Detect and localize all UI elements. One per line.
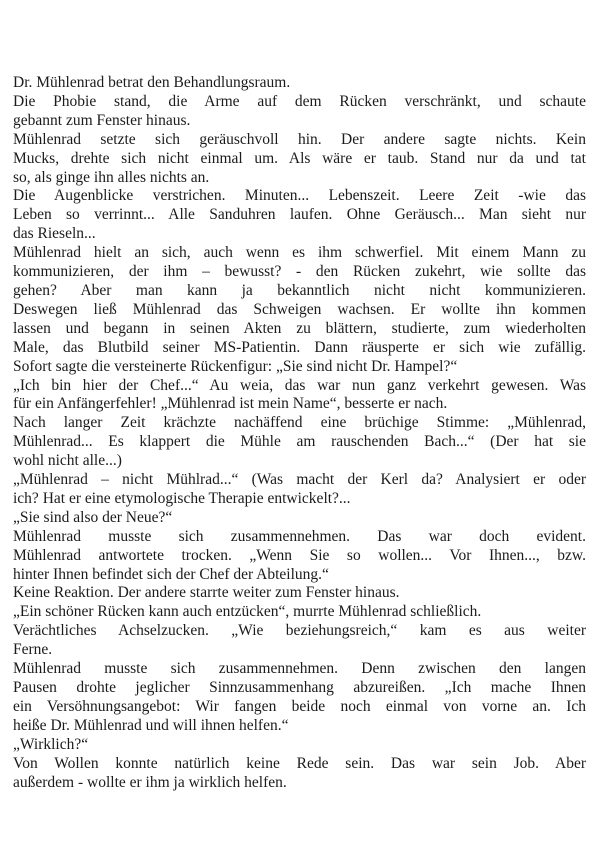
paragraph	[13, 244, 586, 376]
text-line: ein Versöhnungsangebot: Wir fangen beide noch einmal von vorne an. Ich	[13, 697, 586, 715]
text-line: Mucks, drehte sich nicht einmal um. Als wäre er taub. Stand nur da und tat	[13, 149, 586, 167]
text-line: Mühlenrad setzte sich geräuschvoll hin. Der andere sagte nichts. Kein	[13, 130, 586, 148]
text-line: das Rieseln...	[13, 225, 96, 243]
text-line: Male, das Blutbild seiner MS-Patientin. Dann räusperte er sich wie zufällig.	[13, 338, 586, 356]
paragraph	[13, 736, 586, 755]
text-line: Die Augenblicke verstrichen. Minuten... Lebenszeit. Leere Zeit -wie das	[13, 187, 586, 205]
text-line: „Ein schöner Rücken kann auch entzücken“, murrte Mühlenrad schließlich.	[13, 603, 482, 621]
text-line: für ein Anfängerfehler! „Mühlenrad ist mein Name“, besserte er nach.	[13, 395, 448, 413]
text-line: ich? Hat er eine etymologische Therapie entwickelt?...	[13, 489, 351, 507]
text-line: Von Wollen konnte natürlich keine Rede sein. Das war sein Job. Aber	[13, 754, 586, 772]
text-line: wohl nicht alle...)	[13, 452, 122, 470]
paragraph	[13, 74, 586, 93]
text-line: kommunizieren, der ihm – bewusst? - den Rücken zukehrt, wie sollte das	[13, 263, 586, 281]
text-line: Sofort sagte die versteinerte Rückenfigur: „Sie sind nicht Dr. Hampel?“	[13, 357, 458, 375]
text-line: Die Phobie stand, die Arme auf dem Rücken verschränkt, und schaute	[13, 92, 586, 110]
paragraph	[13, 622, 586, 660]
text-line: gehen? Aber man kann ja bekanntlich nicht nicht kommunizieren.	[13, 281, 586, 299]
paragraph	[13, 660, 586, 736]
paragraph	[13, 584, 586, 603]
text-line: Leben so verrinnt... Alle Sanduhren laufen. Ohne Geräusch... Man sieht nur	[13, 206, 586, 224]
story-text-block	[13, 74, 586, 792]
paragraph	[13, 414, 586, 471]
paragraph	[13, 509, 586, 528]
text-line: Deswegen ließ Mühlenrad das Schweigen wachsen. Er wollte ihn kommen	[13, 300, 586, 318]
text-line: Verächtliches Achselzucken. „Wie beziehungsreich,“ kam es aus weiter	[13, 622, 586, 640]
paragraph	[13, 528, 586, 585]
paragraph	[13, 187, 586, 244]
text-line: hinter Ihnen befindet sich der Chef der Abteilung.“	[13, 565, 329, 583]
text-line: Dr. Mühlenrad betrat den Behandlungsraum.	[13, 74, 291, 91]
paragraph	[13, 377, 586, 415]
text-line: lassen und begann in seinen Akten zu blättern, studierte, zum wiederholten	[13, 319, 586, 337]
text-line: außerdem - wollte er ihm ja wirklich helfen.	[13, 773, 287, 791]
paragraph	[13, 603, 586, 622]
text-line: „Mühlenrad – nicht Mühlrad...“ (Was macht der Kerl da? Analysiert er oder	[13, 471, 586, 489]
text-line: gebannt zum Fenster hinaus.	[13, 111, 191, 129]
text-line: Pausen drohte jeglicher Sinnzusammenhang abzureißen. „Ich mache Ihnen	[13, 679, 586, 696]
text-line: „Wirklich?“	[13, 735, 89, 753]
text-line: Mühlenrad antwortete trocken. „Wenn Sie so wollen... Vor Ihnen..., bzw.	[13, 546, 586, 564]
paragraph	[13, 93, 586, 131]
text-line: so, als ginge ihn alles nichts an.	[13, 168, 210, 186]
text-line: Mühlenrad hielt an sich, auch wenn es ihm schwerfiel. Mit einem Mann zu	[13, 244, 586, 262]
paragraph	[13, 131, 586, 188]
text-line: „Sie sind also der Neue?“	[13, 508, 173, 526]
text-line: „Ich bin hier der Chef...“ Au weia, das war nun ganz verkehrt gewesen. Was	[13, 376, 586, 394]
text-line: Mühlenrad... Es klappert die Mühle am rauschenden Bach...“ (Der hat sie	[13, 433, 586, 451]
text-line: Mühlenrad musste sich zusammennehmen. Denn zwischen den langen	[13, 660, 586, 678]
text-line: Keine Reaktion. Der andere starrte weiter zum Fenster hinaus.	[13, 584, 400, 602]
paragraph	[13, 755, 586, 793]
text-line: heiße Dr. Mühlenrad und will ihnen helfen.“	[13, 716, 289, 734]
text-line: Nach langer Zeit krächzte nachäffend eine brüchige Stimme: „Mühlenrad,	[13, 414, 586, 432]
paragraph	[13, 471, 586, 509]
text-line: Ferne.	[13, 641, 53, 659]
text-line: Mühlenrad musste sich zusammennehmen. Das war doch evident.	[13, 527, 586, 545]
